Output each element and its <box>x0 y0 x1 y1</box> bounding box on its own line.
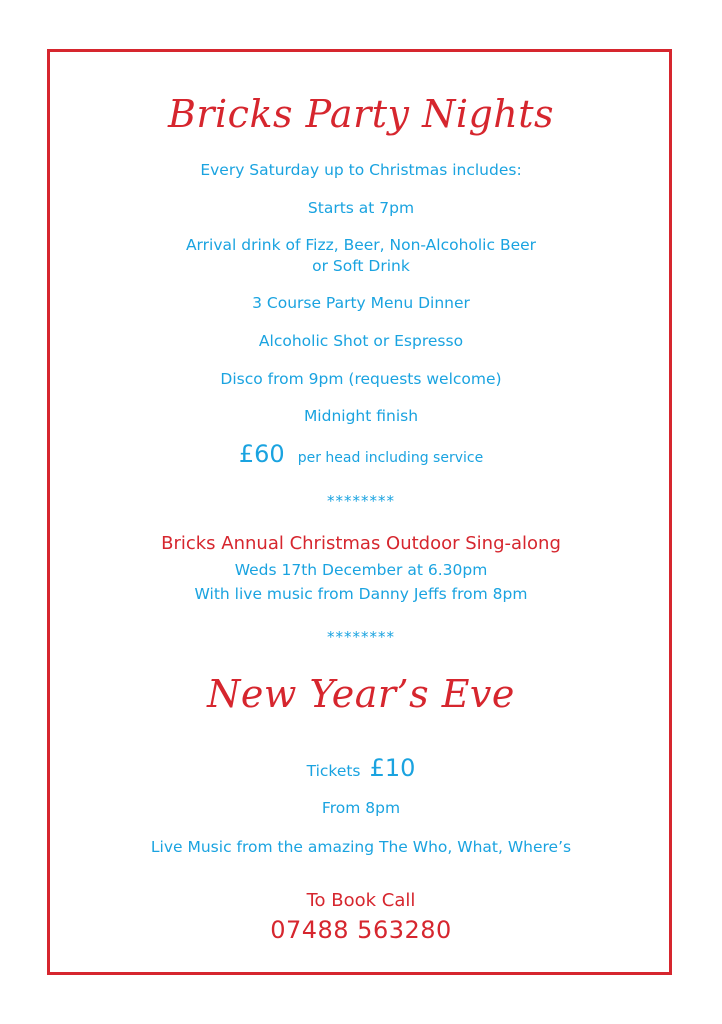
party-shot: Alcoholic Shot or Espresso <box>258 332 464 350</box>
singalong-date: Weds 17th December at 6.30pm <box>234 561 488 579</box>
party-menu: 3 Course Party Menu Dinner <box>252 294 470 312</box>
party-price-line <box>0 440 722 468</box>
singalong-music: With live music from Danny Jeffs from 8pm <box>194 585 528 603</box>
party-finish: Midnight finish <box>303 407 419 425</box>
party-arrival-drink: Arrival drink of Fizz, Beer, Non-Alcoholic Beer <box>185 236 537 254</box>
party-nights-title: Bricks Party Nights <box>167 92 555 136</box>
booking-phone[interactable]: 07488 563280 <box>270 916 452 944</box>
divider-stars: ******** <box>327 492 395 510</box>
party-start-time: Starts at 7pm <box>307 199 415 217</box>
party-intro: Every Saturday up to Christmas includes: <box>200 161 522 179</box>
nye-music: Live Music from the amazing The Who, What, Where’s <box>150 838 572 856</box>
singalong-title: Bricks Annual Christmas Outdoor Sing-along <box>161 533 561 554</box>
new-years-eve-title: New Year’s Eve <box>207 672 515 716</box>
nye-tickets-price: £10 <box>369 754 416 782</box>
page-border <box>47 49 672 975</box>
party-price-note: per head including service <box>297 450 484 466</box>
party-price: £60 <box>238 440 285 468</box>
nye-tickets-label: Tickets <box>306 762 361 780</box>
party-arrival-drink-cont: or Soft Drink <box>312 257 410 275</box>
party-disco: Disco from 9pm (requests welcome) <box>220 370 502 388</box>
divider-stars: ******** <box>327 628 395 646</box>
nye-time: From 8pm <box>321 799 401 817</box>
nye-tickets-line <box>0 754 722 782</box>
booking-label: To Book Call <box>306 890 416 911</box>
